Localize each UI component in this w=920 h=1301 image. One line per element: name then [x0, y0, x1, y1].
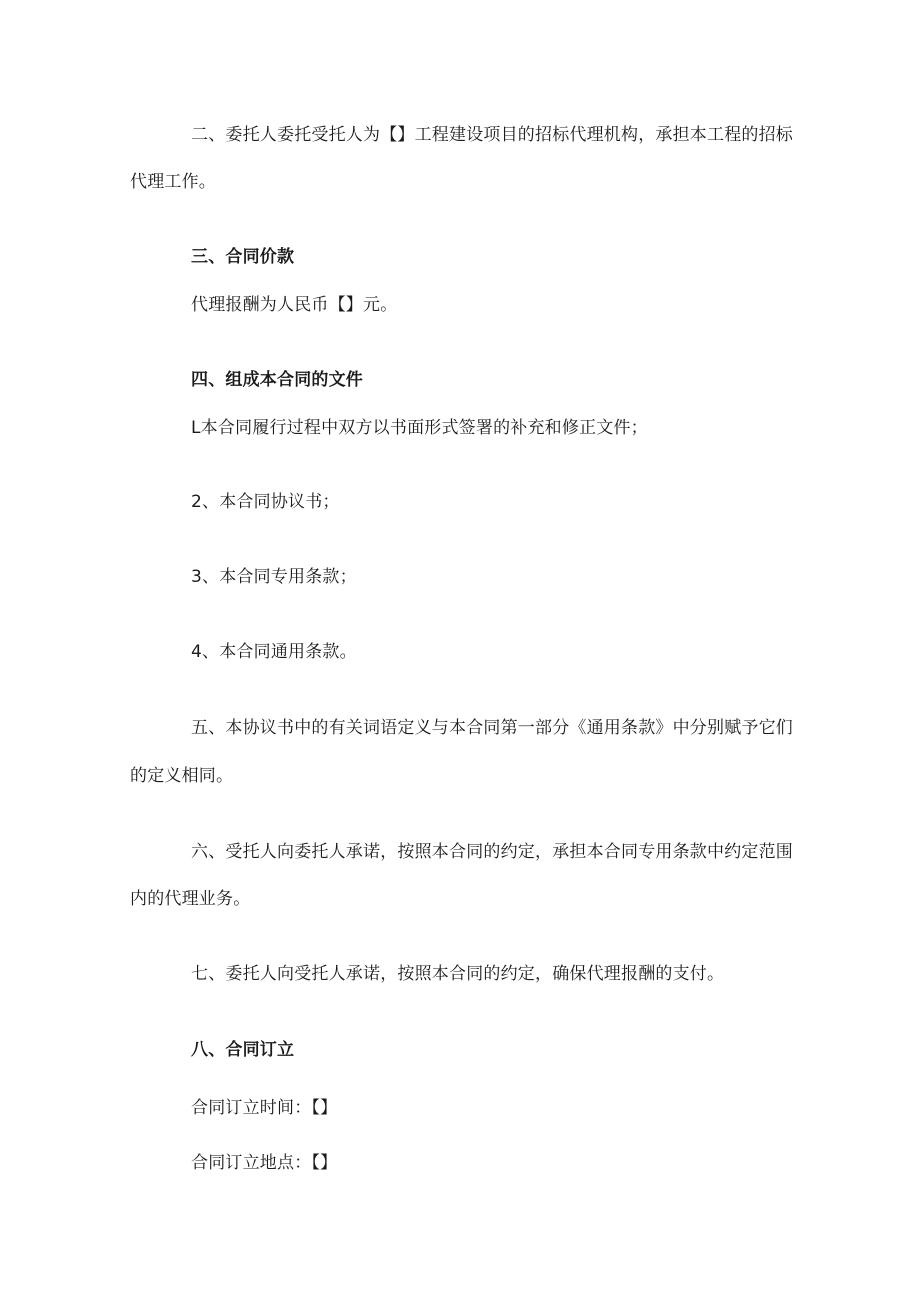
section4-item-3: 3、本合同专用条款； — [191, 567, 357, 587]
section4-item-4: 4、本合同通用条款。 — [191, 642, 357, 662]
section8-place: 合同订立地点：【】 — [191, 1153, 338, 1173]
section8-heading: 八、合同订立 — [191, 1040, 295, 1060]
section3-text: 代理报酬为人民币【】元。 — [191, 295, 398, 315]
section4-item-1: L本合同履行过程中双方以书面形式签署的补充和修正文件； — [191, 418, 648, 438]
item6-line1: 六、受托人向委托人承诺，按照本合同的约定，承担本合同专用条款中约定范围 — [191, 842, 793, 862]
section4-heading: 四、组成本合同的文件 — [191, 370, 363, 390]
section4-item-2: 2、本合同协议书； — [191, 492, 340, 512]
section8-time: 合同订立时间：【】 — [191, 1098, 338, 1118]
item5-line2: 的定义相同。 — [130, 766, 234, 786]
item7-line1: 七、委托人向受托人承诺，按照本合同的约定，确保代理报酬的支付。 — [191, 964, 725, 984]
item2-line1: 二、委托人委托受托人为【】工程建设项目的招标代理机构，承担本工程的招标 — [191, 125, 793, 145]
item2-line2: 代理工作。 — [130, 172, 216, 192]
item6-line2: 内的代理业务。 — [130, 889, 251, 909]
item5-line1: 五、本协议书中的有关词语定义与本合同第一部分《通用条款》中分别赋予它们 — [191, 718, 793, 738]
section3-heading: 三、合同价款 — [191, 247, 295, 267]
